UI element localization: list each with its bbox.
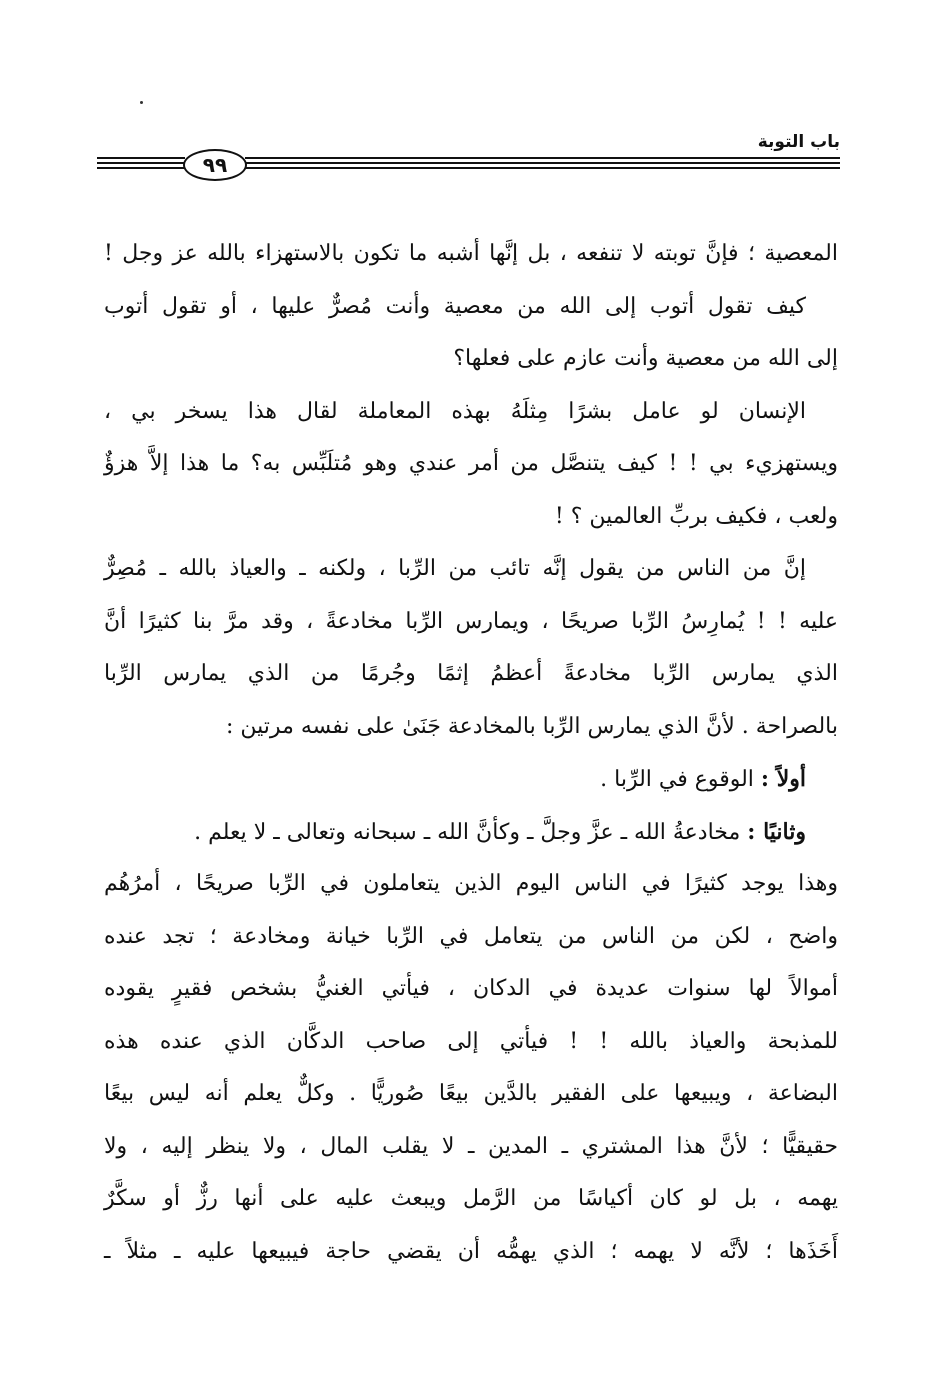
page-number: ٩٩	[202, 153, 228, 177]
page-body	[104, 228, 838, 1278]
text-line: واضح ، لكن من الناس من يتعامل في الرِّبا خيانة ومخادعة ؛ تجد عنده	[104, 923, 838, 949]
running-title: باب التوبة	[757, 132, 840, 152]
text-line: ولعب ، فكيف بربِّ العالمين ؟ !	[554, 503, 838, 529]
text-line: بالصراحة . لأنَّ الذي يمارس الرِّبا بالمخادعة جَنَىٰ على نفسه مرتين :	[226, 713, 838, 739]
text-line: المعصية ؛ فإنَّ توبته لا تنفعه ، بل إنَّها أشبه ما تكون بالاستهزاء بالله عز وجل !	[104, 241, 838, 266]
text-line: إنَّ من الناس من يقول إنَّه تائب من الرِّبا ، ولكنه ـ والعياذ بالله ـ مُصِرٌّ	[104, 556, 806, 581]
list-item-text: الوقوع في الرِّبا .	[600, 767, 754, 792]
page-number-badge	[183, 149, 247, 181]
ink-speck	[140, 101, 143, 104]
text-line: الإنسان لو عامل بشرًا مِثلَهُ بهذه المعاملة لقال هذا يسخر بي ،	[104, 398, 806, 424]
header-rule-right-top	[245, 157, 840, 159]
text-line: إلى الله من معصية وأنت عازم على فعلها؟	[453, 346, 838, 371]
list-item-second	[104, 806, 838, 859]
header-rule-left-mid	[97, 162, 185, 164]
header-rule-right-bottom	[245, 167, 840, 169]
text-line: للمذبحة والعياذ بالله ! ! فيأتي إلى صاحب الدكَّان الذي عنده هذه	[104, 1028, 838, 1054]
text-line: البضاعة ، ويبيعها على الفقير بالدَّين بيعًا صُوريًّا . وكلٌّ يعلم أنه ليس بيعًا	[104, 1081, 838, 1106]
text-line: الذي يمارس الرِّبا مخادعةً أعظمُ إثمًا وجُرمًا من الذي يمارس الرِّبا	[104, 661, 838, 686]
page-header	[97, 132, 840, 184]
list-item-text: مخادعةُ الله ـ عزَّ وجلَّ ـ وكأنَّ الله ـ سبحانه وتعالى ـ لا يعلم .	[194, 819, 741, 845]
text-line: أَخَذَها ؛ لأنَّه لا يهمه ؛ الذي يهمُّه أن يقضي حاجة فيبيعها عليه ـ مثلاً ـ	[104, 1238, 838, 1264]
header-rule-right-mid	[245, 162, 840, 164]
text-line: عليه ! ! يُمارِسُ الرِّبا صريحًا ، ويمارس الرِّبا مخادعةً ، وقد مرَّ بنا كثيرًا أنَّ	[104, 608, 838, 634]
label-second: وثانيًا :	[747, 818, 806, 845]
header-rule-left-top	[97, 157, 185, 159]
text-line: حقيقيًّا ؛ لأنَّ هذا المشتري ـ المدين ـ لا يقلب المال ، ولا ينظر إليه ، ولا	[104, 1133, 838, 1159]
text-line: يهمه ، بل لو كان أكياسًا من الرَّمل ويبعث عليه على أنها رزٌّ أو سكَّرٌ	[104, 1186, 838, 1211]
list-item-first	[104, 753, 838, 806]
header-rule-left-bottom	[97, 167, 185, 169]
text-line: كيف تقول أتوب إلى الله من معصية وأنت مُصرٌّ عليها ، أو تقول أتوب	[104, 293, 806, 319]
text-line: وهذا يوجد كثيرًا في الناس اليوم الذين يتعاملون في الرِّبا صريحًا ، أمرُهُم	[104, 871, 838, 896]
text-line: ويستهزيء بي ! ! كيف يتنصَّل من أمر عندي وهو مُتلَبِّس به؟ ما هذا إلاَّ هزؤٌ	[104, 451, 838, 476]
label-first: أولاً :	[760, 766, 806, 792]
text-line: أموالاً لها سنوات عديدة في الدكان ، فيأتي الغنيُّ بشخص فقيرٍ يقوده	[104, 976, 838, 1001]
